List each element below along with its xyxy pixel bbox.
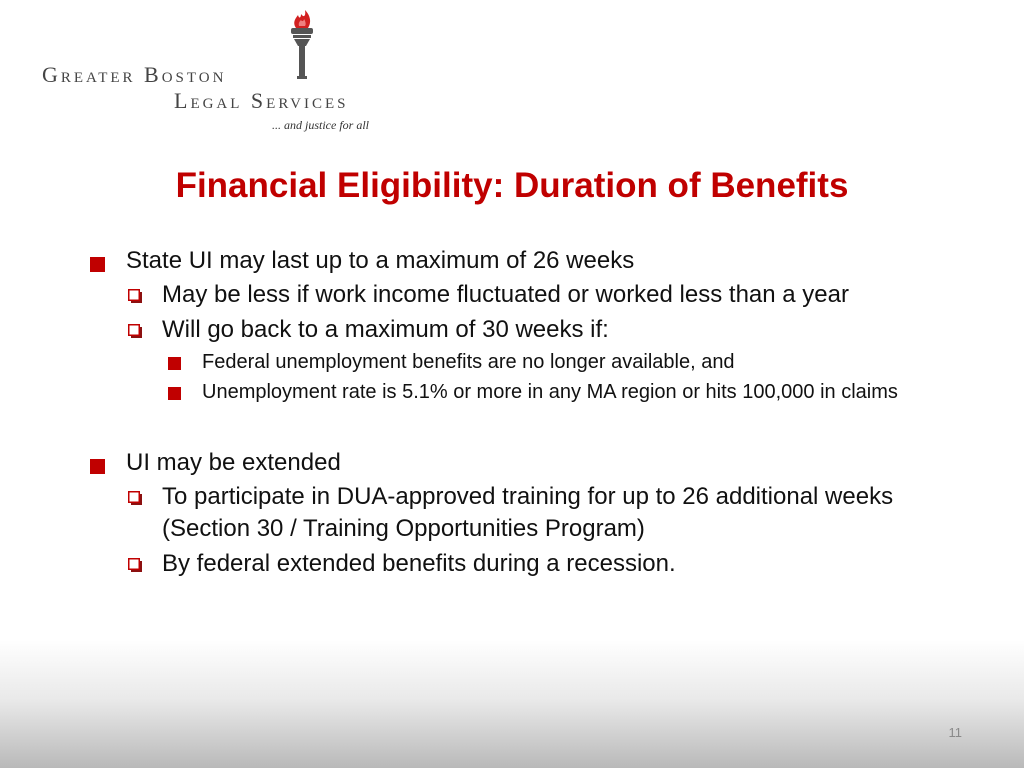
page-number: 11	[948, 725, 962, 740]
sub-bullet-item	[90, 548, 930, 580]
logo-line-2: Legal Services	[174, 88, 349, 113]
logo-tagline: ... and justice for all	[272, 118, 369, 132]
square-bullet-icon	[90, 257, 105, 272]
sub-bullet-item	[90, 279, 930, 311]
logo-line-1: Greater Boston	[42, 62, 227, 87]
bullet-item	[90, 448, 930, 478]
sub-bullet-text: Will go back to a maximum of 30 weeks if:	[162, 316, 609, 343]
sub-bullet-text: To participate in DUA-approved training for up to 26 additional weeks (Section 30 / Training Opportunities Program)	[162, 483, 894, 542]
square-bullet-icon	[90, 459, 105, 474]
square-bullet-icon	[168, 387, 181, 400]
sub-bullet-text: By federal extended benefits during a recession.	[162, 550, 676, 577]
logo	[42, 6, 402, 136]
sub-sub-bullet-text: Federal unemployment benefits are no longer available, and	[202, 351, 735, 373]
sub-bullet-item	[90, 314, 930, 346]
sub-bullet-text: May be less if work income fluctuated or worked less than a year	[162, 281, 849, 308]
checkbox-bullet-icon	[128, 491, 142, 505]
torch-icon	[282, 6, 322, 86]
bullet-text: State UI may last up to a maximum of 26 weeks	[126, 247, 635, 274]
bullet-list	[90, 246, 930, 580]
square-bullet-icon	[168, 357, 181, 370]
bullet-item	[90, 246, 930, 276]
checkbox-bullet-icon	[128, 324, 142, 338]
checkbox-bullet-icon	[128, 289, 142, 303]
slide-title: Financial Eligibility: Duration of Benefits	[175, 166, 849, 205]
sub-bullet-item	[90, 481, 930, 545]
checkbox-bullet-icon	[128, 558, 142, 572]
bullet-text: UI may be extended	[126, 449, 341, 476]
sub-sub-bullet-text: Unemployment rate is 5.1% or more in any MA region or hits 100,000 in claims	[202, 381, 898, 403]
sub-sub-bullet-item	[90, 348, 930, 376]
sub-sub-bullet-item	[90, 378, 930, 406]
